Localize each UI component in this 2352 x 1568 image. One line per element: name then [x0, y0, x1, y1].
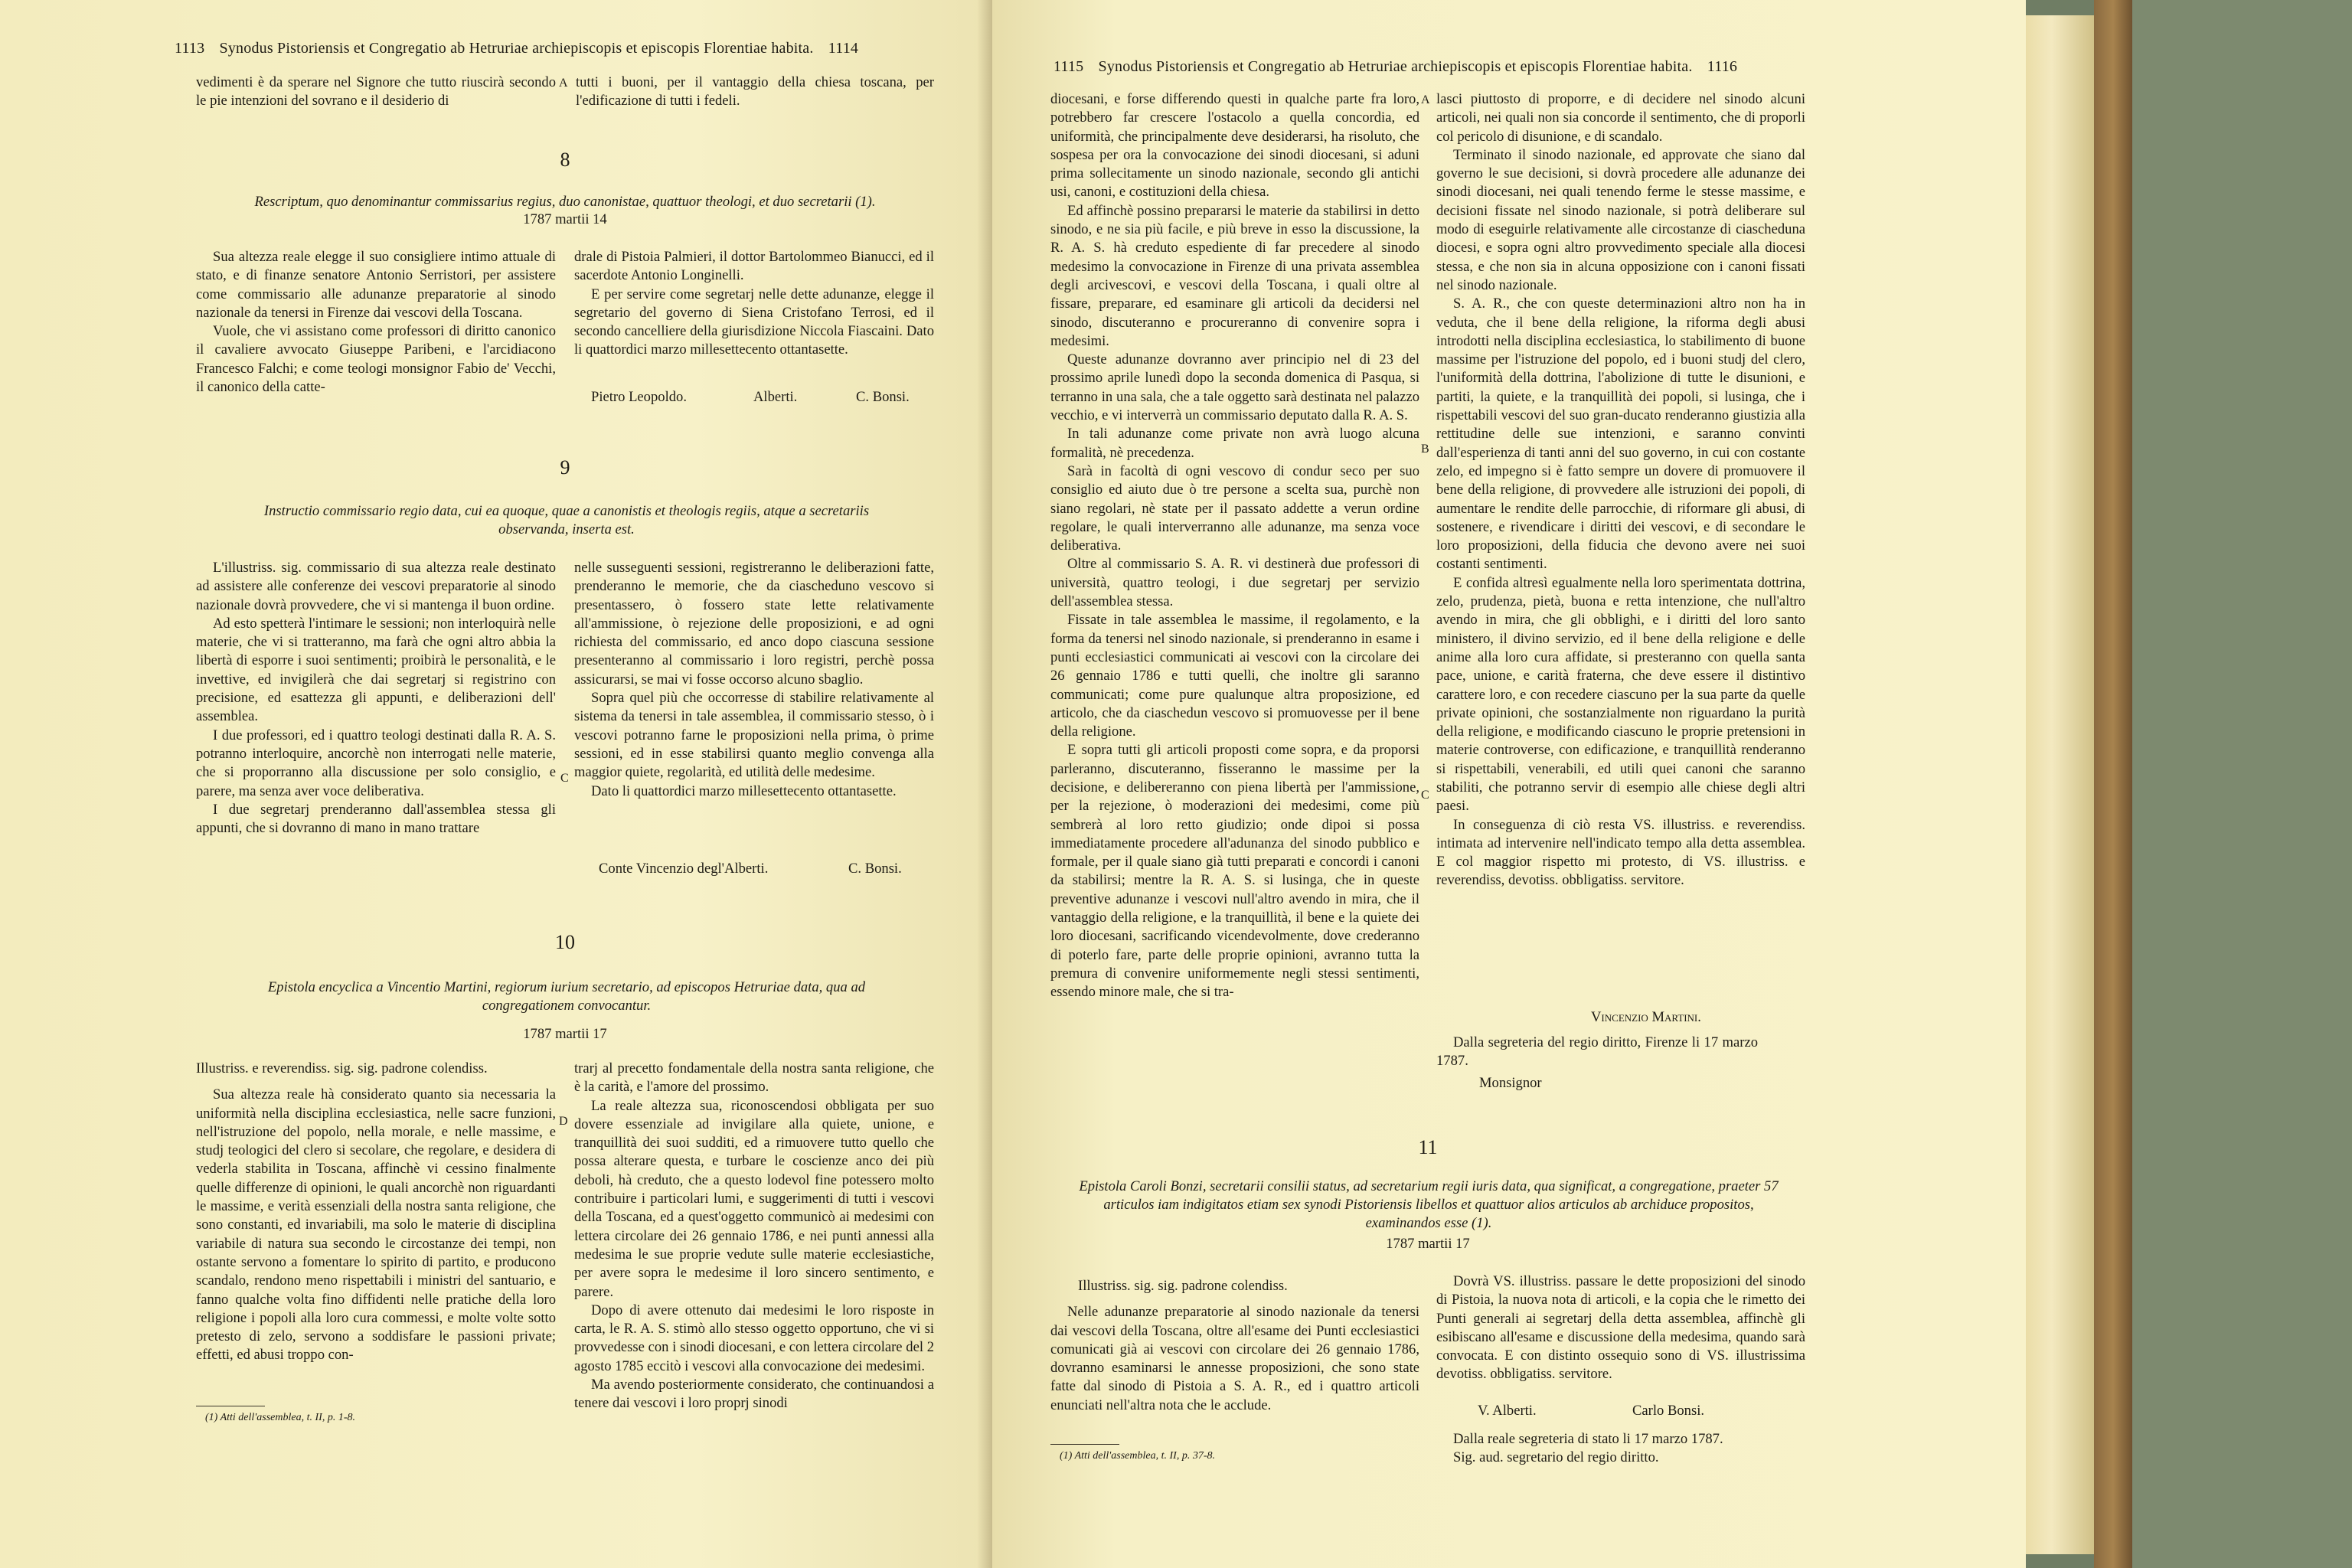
- paragraph: Vuole, che vi assistano come professori di diritto canonico il cavaliere avvocato Giuseppe Paribeni, e l'arcidiacono Francesco Falchi; e come teologi monsignor Fabio de' Vecchi, il canonico della catte-: [196, 323, 556, 396]
- s9-col1: [196, 559, 556, 838]
- paragraph: I due segretarj prenderanno dall'assemblea stessa gli appunti, che si dovranno di mano in mano trattare: [196, 801, 556, 837]
- section-title-10: Epistola encyclica a Vincentio Martini, regiorum iurium secretario, ad episcopos Hetruriae data, qua ad congregationem convocantur.: [267, 979, 866, 1014]
- paragraph: Sarà in facoltà di ogni vescovo di condur seco per suo consiglio ed aiuto due ò tre persone a scelta sua, purchè non siano regolari, nè state per il passato addette a verun ordine regolare, le quali interverranno alle adunanze, ma senza voce deliberativa.: [1050, 462, 1419, 554]
- section-number-9: 9: [560, 456, 570, 479]
- addressee: Monsignor: [1479, 1075, 1542, 1091]
- right-sig-place: [1436, 1034, 1758, 1071]
- margin-marker: D: [559, 1115, 568, 1128]
- paragraph: diocesani, e forse differendo questi in qualche parte fra loro, potrebbero far crescere l'ostacolo a quella concordia, ed uniformità, che principalmente deve desiderarsi, ha risoluto, che sospesa per ora la convocazione dei sinodi diocesani, si aduni prima sollecitamente un sinodo nazionale, secondo gli antichi usi, canoni, e costituzioni della chiesa.: [1050, 91, 1419, 201]
- section-title-11: Epistola Caroli Bonzi, secretarii consilii status, ad secretarium regii iuris data, qua significat, a congregatione, praeter 57 articulos iam indigitatos etiam sex synodi Pistoriensis libellos et quattuor alios articulos ab archiduce propositos, examinandos esse (1).: [1079, 1178, 1779, 1231]
- s8-col2: [574, 248, 934, 360]
- section-title-8: Rescriptum, quo denominantur commissarius regius, duo canonistae, quattuor theologi, et duo secretarii (1).: [254, 194, 876, 210]
- column-number-left: 1115: [1054, 58, 1084, 75]
- paragraph: Sopra quel più che occorresse di stabilire relativamente al sistema da tenersi in tale assemblea, il commissario stesso, ò i vescovi potranno farne le proposizioni nella prima, ò prime sessioni, ed in esse stabilirsi quanto meglio convenga alla maggior quiete, regolarità, ed utilità delle medesime.: [574, 690, 934, 781]
- column-number-right: 1114: [828, 40, 859, 57]
- paragraph: Ma avendo posteriormente considerato, che continuandosi a tenere dai vescovi i loro proprj sinodi: [574, 1377, 934, 1412]
- salutation: Illustriss. e reverendiss. sig. sig. padrone colendiss.: [196, 1060, 488, 1076]
- running-title: Synodus Pistoriensis et Congregatio ab Hetruriae archiepiscopis et episcopis Florentiae habita.: [219, 40, 814, 57]
- signature: C. Bonsi.: [848, 861, 902, 877]
- paragraph: La reale altezza sua, riconoscendosi obbligata per suo dovere essenziale ad invigilare alla quiete, unione, e tranquillità dei suoi sudditi, ed a rimuovere tutto quello che possa alterare questa, e turbare le coscienze anco dei più deboli, hà creduto, che a questo lodevol fine potessero molto contribuire i particolari lumi, e suggerimenti di tutti i vescovi della Toscana, ed a quest'oggetto communicò ai medesimi con lettera circolare dei 26 gennaio 1786, e nei punti annessi alla medesima le sue proprie vedute sulle materie ecclesiastiche, per avere sopra le medesime il loro sincero sentimento, e parere.: [574, 1097, 934, 1300]
- section-date-11: 1787 martii 17: [1386, 1236, 1470, 1252]
- s11-closing: [1436, 1430, 1773, 1468]
- paragraph: L'illustriss. sig. commissario di sua altezza reale destinato ad assistere alle conferenze dei vescovi preparatorie al sinodo nazionale dovrà provvedere, che vi si mantenga il buon ordine.: [196, 560, 556, 613]
- paragraph: E per servire come segretarj nelle dette adunanze, elegge il segretario del governo di Siena Cristofano Terrosi, ed il secondo cancelliere della giurisdizione Niccola Fiascaini. Dato li quattordici marzo millesettecento ottantasette.: [574, 286, 934, 358]
- intro-col2: [576, 74, 934, 111]
- signature: Carlo Bonsi.: [1632, 1403, 1705, 1419]
- right-col2: [1436, 90, 1805, 890]
- background-right: [2128, 0, 2352, 1568]
- right-running-header: [1054, 58, 1737, 76]
- paragraph: Dovrà VS. illustriss. passare le dette proposizioni del sinodo di Pistoia, la nuova nota di articoli, e la copia che le rimetto dei Punti generali ai segretarj della detta assemblea, affinchè gli esibiscano all'esame e discussione della medesima, quando sarà convocata. E con distinto ossequio sono di VS. illustrissima devotiss. obbligatiss. servitore.: [1436, 1273, 1805, 1383]
- s8-col1: [196, 248, 556, 397]
- section-date-8: 1787 martii 14: [523, 211, 607, 227]
- paragraph: Dalla segreteria del regio diritto, Firenze li 17 marzo 1787.: [1436, 1034, 1758, 1070]
- paragraph: Queste adunanze dovranno aver principio nel di 23 del prossimo aprile lunedì dopo la seconda domenica di Pasqua, si terranno in una sala, che a tale oggetto sarà destinata nel palazzo vecchio, e vi interverrà un commissario deputato dalla R. A. S.: [1050, 351, 1419, 424]
- intro-col1: [196, 74, 556, 111]
- paragraph: E confida altresì egualmente nella loro sperimentata dottrina, zelo, prudenza, pietà, buona e retta intenzione, che null'altro avendo in mira, che gli obblighi, e i diritti del loro santo ministero, il divino servizio, ed il bene della religione e delle anime alla loro cura affidate, si presteranno con quella santa pace, unione, e carità fraterna, che deve essere il distintivo carattere loro, e con recedere ciascuno per la sua parte da quelle private opinioni, che sostanzialmente non riguardano la purità della religione, e modificando ciascuno le proprie pretensioni in materie controverse, con edificazione, e tranquillità renderanno si rispettabili, venerabili, ed utili quei canoni che saranno stabiliti, che potranno servir di esempio alle chiese degli altri paesi.: [1436, 574, 1805, 815]
- section-title-9: Instructio commissario regio data, cui ea quoque, quae a canonistis et theologis regiis, atque a secretariis observanda, inserta est.: [263, 503, 870, 537]
- page-edges: [2021, 15, 2098, 1554]
- paragraph: lasci piuttosto di proporre, e di decidere nel sinodo alcuni articoli, nei quali non sia concorde il sentimento, che di proporli col pericolo di disunione, e di scandalo.: [1436, 91, 1805, 145]
- margin-marker: A: [1421, 93, 1430, 106]
- paragraph: Sua altezza reale elegge il suo consigliere intimo attuale di stato, e di finanze senatore Antonio Serristori, per assistere come commissario alle adunanze preparatorie al sinodo nazionale da tenersi in Firenze dai vescovi della Toscana.: [196, 249, 556, 321]
- paragraph: tutti i buoni, per il vantaggio della chiesa toscana, per l'edificazione di tutti i fedeli.: [576, 74, 934, 109]
- margin-marker: A: [559, 77, 568, 90]
- s11-col2: [1436, 1272, 1805, 1384]
- paragraph: Dopo di avere ottenuto dai medesimi le loro risposte in carta, le R. A. S. stimò allo stesso oggetto opportuno, che vi si provvedesse con i sinodi diocesani, e con lettera circolare del 2 agosto 1785 eccitò i vescovi alla convocazione dei medesimi.: [574, 1302, 934, 1374]
- footnote: (1) Atti dell'assemblea, t. II, p. 1-8.: [205, 1412, 355, 1423]
- paragraph: Fissate in tale assemblea le massime, il regolamento, e la forma da tenersi nel sinodo nazionale, si prenderanno in esame i punti ecclesiastici communicati ai vescovi con la circolare dei 26 gennaio 1786 e tutti quelli, che inoltre gli saranno communicati; come pure qualunque altra proposizione, ed articolo, che da ciaschedun vescovo si promuovesse per il bene della religione.: [1050, 612, 1419, 740]
- signature: Conte Vincenzio degl'Alberti.: [599, 861, 769, 877]
- paragraph: S. A. R., che con queste determinazioni altro non ha in veduta, che il bene della religione, la riforma degli abusi introdotti nella disciplina ecclesiastica, lo stabilimento di buone massime per l'istruzione del popolo, ed i buoni studj del clero, l'uniformità della dottrina, l'abolizione di tutte le disunioni, e partiti, la quiete, e la tranquillità dei popoli, si lusinga, che i rispettabili vescovi del suo gran-ducato renderanno giustizia alla rettitudine delle sue intenzioni, e saranno convinti dall'esperienza di tanti anni del suo governo, in cui con costante zelo, ed impegno si è fatto sempre un dovere di promuovere il bene della religione, di provvedere alle istruzioni dei popoli, di aumentare le rendite delle parrocchie, di riformare gli abusi, di sostenere, e rivendicare i diritti dei vescovi, e di secondare le loro proposizioni, della fiducia che devono avere nei suoi costanti sentimenti.: [1436, 296, 1805, 573]
- signature: Vincenzio Martini.: [1591, 1009, 1701, 1025]
- left-page: [0, 0, 992, 1568]
- s10-col2: [574, 1060, 934, 1413]
- signature: C. Bonsi.: [856, 389, 910, 405]
- left-running-header: [175, 40, 858, 57]
- section-date-10: 1787 martii 17: [523, 1026, 607, 1042]
- margin-marker: C: [560, 772, 569, 785]
- salutation: Illustriss. sig. sig. padrone colendiss.: [1078, 1278, 1288, 1294]
- paragraph: Oltre al commissario S. A. R. vi destinerà due professori di università, quattro teologi, i due segretarj per servizio dell'assemblea stessa.: [1050, 556, 1419, 610]
- running-title: Synodus Pistoriensis et Congregatio ab Hetruriae archiepiscopis et episcopis Florentiae habita.: [1098, 58, 1693, 75]
- section-number-11: 11: [1418, 1136, 1438, 1158]
- paragraph: Ad esto spetterà l'intimare le sessioni; non interloquirà nelle materie, che vi si tratteranno, ma farà che ogni altro abbia la libertà di esporre i suoi sentimenti; proibirà le personalità, e le invettive, ed invigilerà che dai segretarj si registrino con precisione, ed esattezza gli appunti, e deliberazioni dell' assemblea.: [196, 615, 556, 725]
- paragraph: E sopra tutti gli articoli proposti come sopra, e da proporsi parleranno, discuteranno, fisseranno le massime per la decisione, e delibereranno con piena libertà per l'ammissione, per la rejezione, ò moderazioni dei medesimi, come più sembrerà al loro retto giudizio; onde dipoi si possa immediatamente procedere all'adunanza del sinodo pubblico e formale, per il quale siano già tutti preparati e concordi i canoni da stabilirsi; mentre la R. A. S. si lusinga, che in queste preventive adunanze i vescovi null'altro avendo in mira, che il vantaggio della religione, e la tranquillità, il bene e la quiete dei loro diocesani, sacrificando vicendevolmente, dove crederanno di poterlo fare, parte delle proprie opinioni, avranno tutta la premura di convenire uniformemente negli stessi sentimenti, essendo minore male, che si tra-: [1050, 742, 1419, 1001]
- paragraph: I due professori, ed i quattro teologi destinati dalla R. A. S. potranno interloquire, ancorchè non interrogati nelle materie, che si proporranno alla discussione per solo consiglio, e parere, ma senza aver voce deliberativa.: [196, 727, 556, 799]
- margin-marker: C: [1421, 789, 1429, 802]
- s10-col1: [196, 1060, 556, 1365]
- paragraph: Sua altezza reale hà considerato quanto sia necessaria la uniformità nella disciplina ecclesiastica, nelle sacre funzioni, nell'istruzione del popolo, nella morale, e nelle massime, e studj teologici del clero si secolare, che regolare, e desidera di vederla stabilita in Toscana, affinchè vi cessino finalmente quelle differenze di opinioni, le quali ancorchè non riguardanti le massime, e verità essenziali della nostra santa religione, che sono constanti, ed invariabili, ma solo le materie di disciplina variabile di natura sua secondo le circostanze dei tempi, non ostante servono a fomentare lo spirito di partito, e producono scandalo, rendono meno rispettabili i ministri del santuario, e fanno qualche volta fino diffidenti nelle pratiche della loro religione i popoli alla loro cura commessi, e molte volte sotto pretesto di zelo, servono a soddisfare le passioni private; effetti, ed abusi troppo con-: [196, 1086, 556, 1364]
- paragraph: nelle susseguenti sessioni, registreranno le deliberazioni fatte, prenderanno le memorie, che da ciascheduno vescovo si presentassero, ò fossero state lette relativamente all'ammissione, ò rejezione delle proposizioni, e ad ogni richiesta del commissario, ed anco dopo ciascuna sessione presenteranno al commissario i loro registri, perchè possa assicurarsi, se mai vi fosse occorso alcuno sbaglio.: [574, 560, 934, 688]
- section-number-8: 8: [560, 149, 570, 171]
- right-page: [992, 0, 2026, 1568]
- paragraph: trarj al precetto fondamentale della nostra santa religione, che è la carità, e l'amore del prossimo.: [574, 1060, 934, 1096]
- paragraph: drale di Pistoia Palmieri, il dottor Bartolommeo Bianucci, ed il sacerdote Antonio Longinelli.: [574, 249, 934, 284]
- paragraph: In tali adunanze come private non avrà luogo alcuna formalità, nè precedenza.: [1050, 426, 1419, 461]
- paragraph: Dalla reale segreteria di stato li 17 marzo 1787.: [1453, 1431, 1723, 1447]
- signature: Alberti.: [753, 389, 798, 405]
- column-number-left: 1113: [175, 40, 205, 57]
- s9-col2: [574, 559, 934, 801]
- paragraph: Terminato il sinodo nazionale, ed approvate che siano dal governo le sue decisioni, si dovrà procedere alle adunanze dei sinodi diocesani, nei quali tenendo ferme le stesse massime, e decisioni fissate nel sinodo nazionale, si potrà deliberare sul modo di eseguirle relativamente alle circostanze di ciascheduna diocesi, e sopra ogni altro provvedimento speciale alla diocesi stessa, e che non sia in alcuna opposizione con i canoni fissati nel sinodo nazionale.: [1436, 146, 1805, 293]
- section-number-10: 10: [555, 931, 575, 953]
- s11-col1: [1050, 1272, 1419, 1415]
- addressee: Sig. aud. segretario del regio diritto.: [1453, 1449, 1659, 1466]
- paragraph: In conseguenza di ciò resta VS. illustriss. e reverendiss. intimata ad intervenire nell'indicato tempo alla detta assemblea. E col maggior rispetto mi protesto, di VS. illustriss. e reverendiss, devotiss. obbligatiss. servitore.: [1436, 816, 1805, 889]
- right-col1: [1050, 90, 1419, 1002]
- book-binding: [2094, 0, 2132, 1568]
- paragraph: Dato li quattordici marzo millesettecento ottantasette.: [591, 782, 897, 799]
- signature: V. Alberti.: [1478, 1403, 1537, 1419]
- signature: Pietro Leopoldo.: [591, 389, 687, 405]
- column-number-right: 1116: [1707, 58, 1738, 75]
- paragraph: Nelle adunanze preparatorie al sinodo nazionale da tenersi dai vescovi della Toscana, oltre all'esame dei Punti ecclesiastici comunicati già ai vescovi con circolare dei 26 gennaio 1786, dovranno esaminarsi le annesse proposizioni, che sono state fatte dal sinodo di Pistoia a S. A. R., ed i quattro articoli enunciati nell'altra nota che le acclude.: [1050, 1304, 1419, 1413]
- footnote: (1) Atti dell'assemblea, t. II, p. 37-8.: [1060, 1450, 1215, 1462]
- paragraph: vedimenti è da sperare nel Signore che tutto riuscirà secondo le pie intenzioni del sovrano e il desiderio di: [196, 74, 556, 109]
- paragraph: Ed affinchè possino prepararsi le materie da stabilirsi in detto sinodo, e ne sia più facile, e più breve in esso la discussione, la R. A. S. hà creduto espediente di far precedere al sinodo medesimo la convocazione in Firenze di una privata assemblea degli arcivescovi, e vescovi della Toscana, i quali oltre al fissare, preparare, ed esaminare gli articoli da decidersi nel sinodo, discuteranno e procureranno di convenire sopra i medesimi.: [1050, 202, 1419, 349]
- margin-marker: B: [1421, 443, 1429, 456]
- footnote-rule: [1050, 1444, 1119, 1445]
